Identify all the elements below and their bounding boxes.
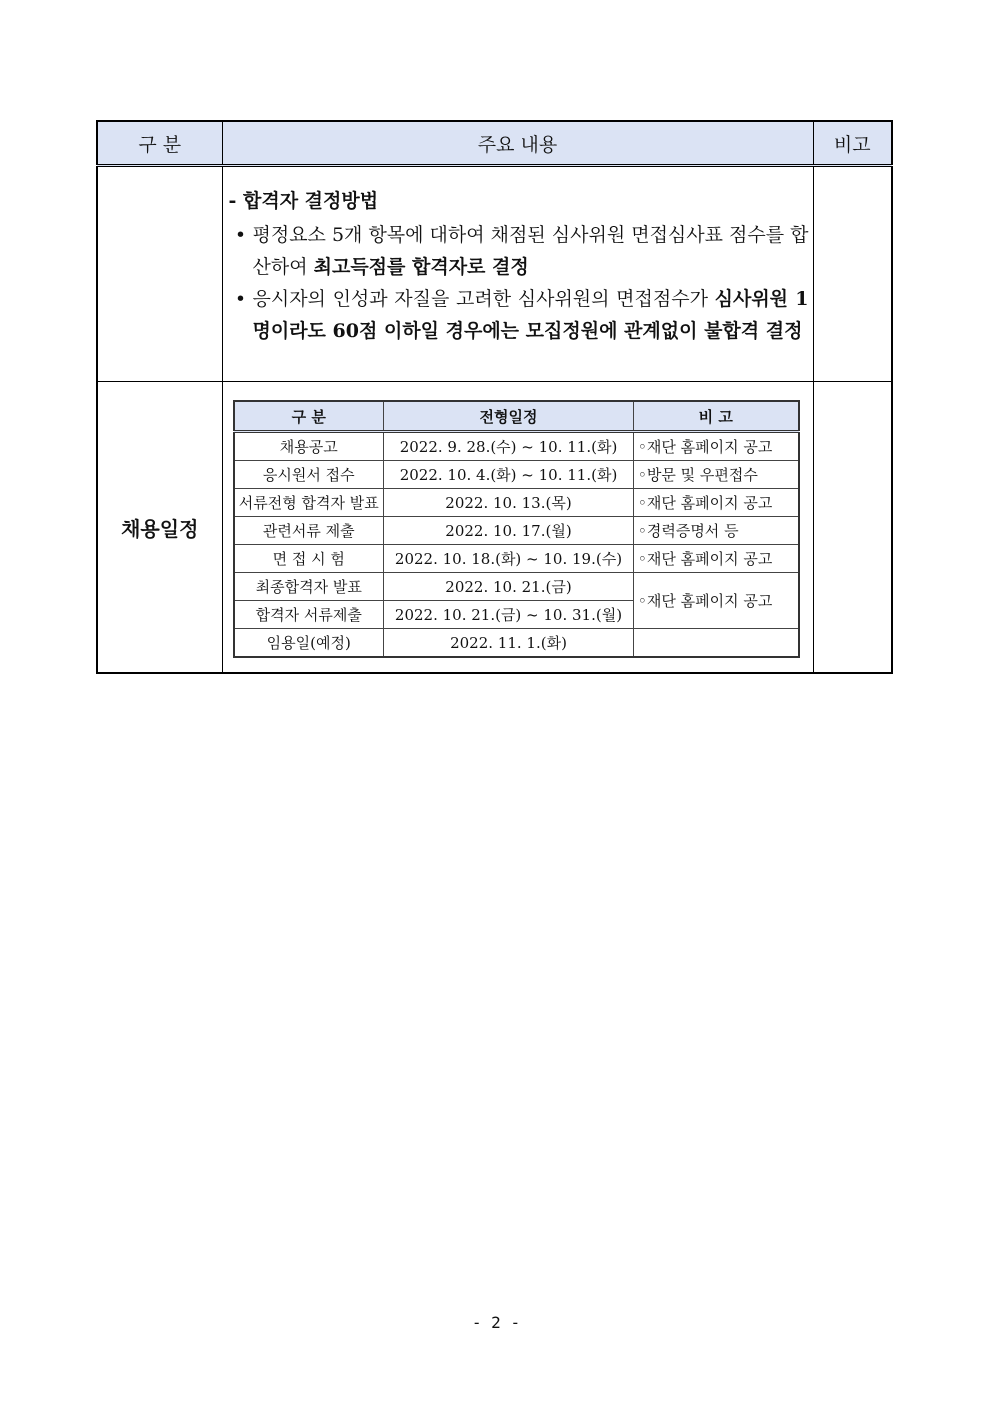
table-row: 관련서류 제출 2022. 10. 17.(월) ◦경력증명서 등 xyxy=(234,517,799,545)
schedule-remarks xyxy=(813,382,892,674)
bullet-text: 평정요소 5개 항목에 대하여 채점된 심사위원 면접심사표 점수를 합산하여 최고득점를 합격자로 결정 xyxy=(252,224,809,278)
bullet-text: 응시자의 인성과 자질을 고려한 심사위원의 면접점수가 심사위원 1명이라도 60점 이하일 경우에는 모집정원에 관계없이 불합격 결정 xyxy=(252,288,809,342)
table-row: 채용공고 2022. 9. 28.(수) ~ 10. 11.(화) ◦재단 홈페이지 공고 xyxy=(234,432,799,461)
schedule-header-row xyxy=(234,401,799,432)
page-number: - 2 - xyxy=(471,1313,521,1332)
selection-method-remarks xyxy=(813,166,892,382)
table-row: 서류전형 합격자 발표 2022. 10. 13.(목) ◦재단 홈페이지 공고 xyxy=(234,489,799,517)
table-row: 임용일(예정) 2022. 11. 1.(화) xyxy=(234,629,799,658)
schedule-header-remarks: 비 고 xyxy=(634,401,799,432)
selection-method-title: - 합격자 결정방법 xyxy=(228,190,379,212)
bold-emphasis: 최고득점를 합격자로 결정 xyxy=(313,256,529,278)
selection-method-label xyxy=(97,166,222,382)
header-content: 주요 내용 xyxy=(222,121,813,166)
bold-emphasis: 심사위원 1명이라도 60점 이하일 경우에는 모집정원에 관계없이 불합격 결정 xyxy=(252,288,809,342)
selection-method-row xyxy=(97,166,892,382)
bullet-item xyxy=(229,283,809,347)
schedule-row xyxy=(97,382,892,674)
table-row: 합격자 서류제출 2022. 10. 21.(금) ~ 10. 31.(월) xyxy=(234,601,799,629)
selection-method-content xyxy=(222,166,813,382)
recruitment-table xyxy=(96,120,893,674)
header-remarks: 비고 xyxy=(813,121,892,166)
schedule-content xyxy=(222,382,813,674)
schedule-header-category: 구 분 xyxy=(234,401,384,432)
bullet-icon: • xyxy=(234,288,247,310)
bullet-item xyxy=(229,219,809,283)
table-row: 최종합격자 발표 2022. 10. 21.(금) ◦재단 홈페이지 공고 xyxy=(234,573,799,601)
header-row xyxy=(97,121,892,166)
schedule-header-date: 전형일정 xyxy=(384,401,634,432)
header-category: 구 분 xyxy=(97,121,222,166)
schedule-table xyxy=(233,400,800,658)
schedule-label: 채용일정 xyxy=(97,382,222,674)
table-row: 응시원서 접수 2022. 10. 4.(화) ~ 10. 11.(화) ◦방문 및 우편접수 xyxy=(234,461,799,489)
bullet-icon: • xyxy=(234,224,247,246)
table-row: 면 접 시 험 2022. 10. 18.(화) ~ 10. 19.(수) ◦재단 홈페이지 공고 xyxy=(234,545,799,573)
